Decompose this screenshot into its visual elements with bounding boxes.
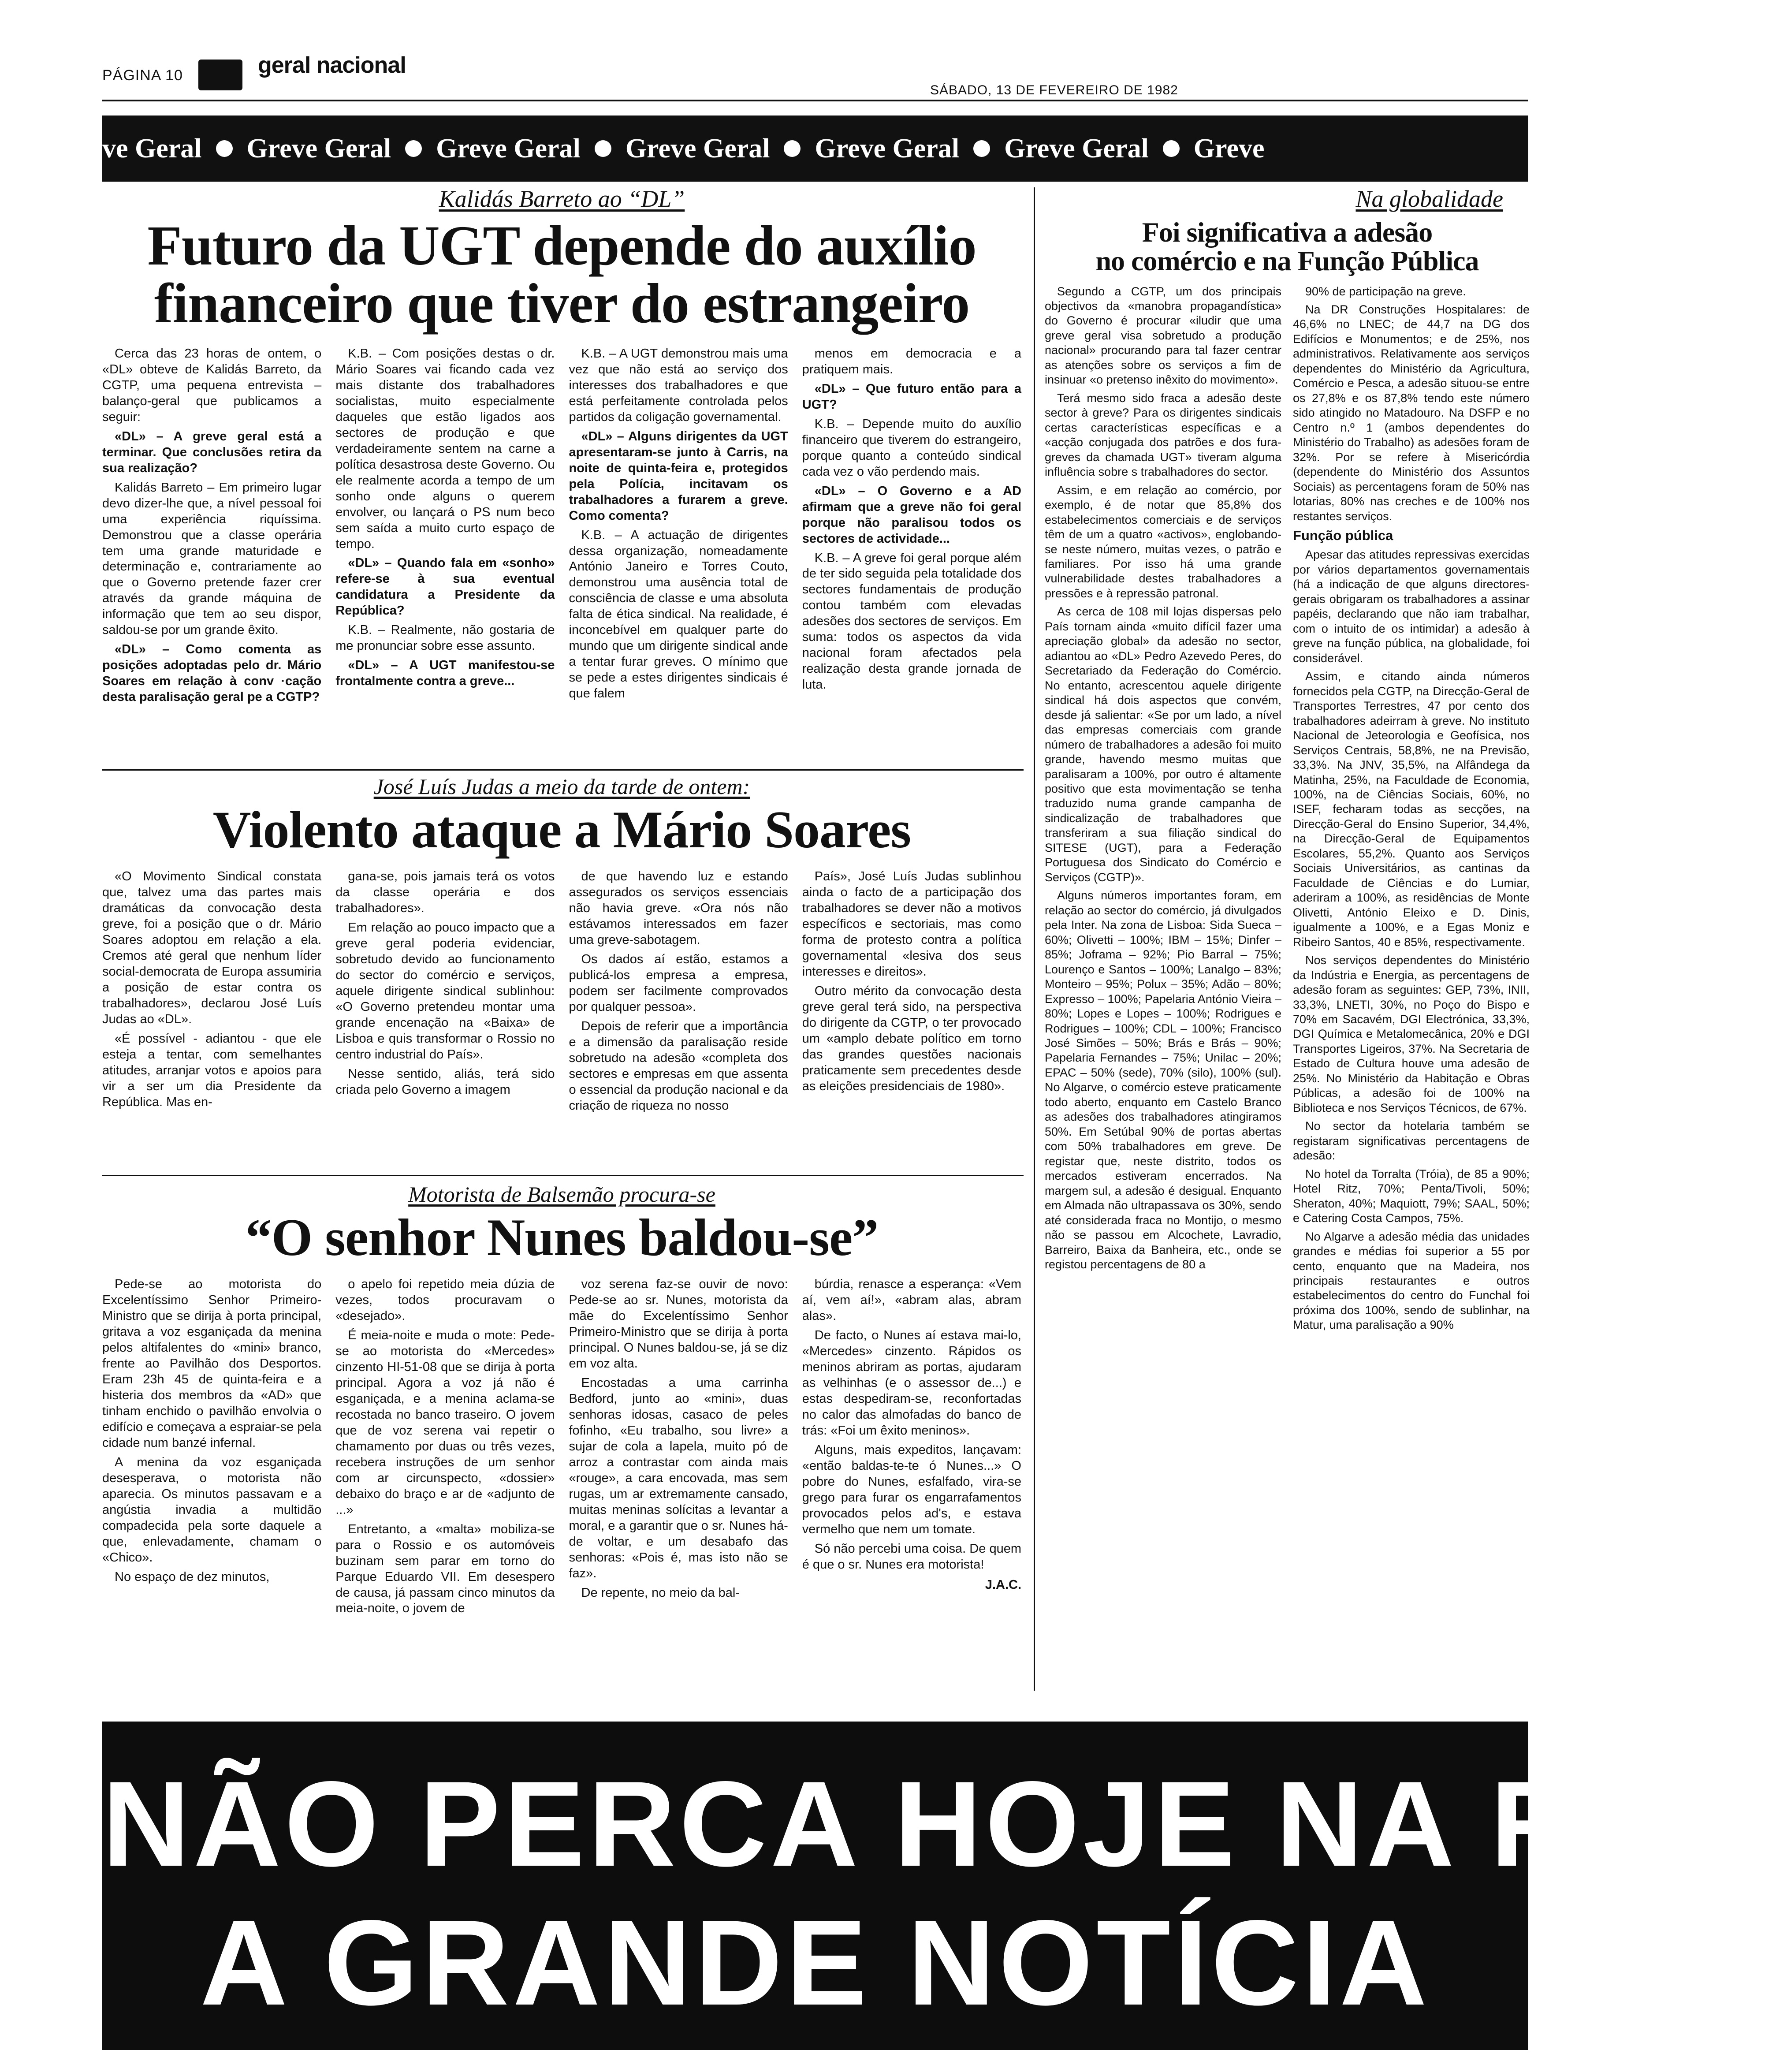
paragraph: País», José Luís Judas sublinhou ainda o facto de a participação dos trabalhadores se dever não a motivos específicos e sectoriais, mas como forma de protesto contra a política governamental «lesiva dos seus interesses e direitos». <box>802 869 1021 979</box>
headline-line: no comércio e na Função Pública <box>1095 245 1479 277</box>
banner-item: Greve Geral <box>436 133 581 164</box>
paragraph: «É possível - adiantou - que ele esteja a tentar, com semelhantes atitudes, arranjar votos e apoios para vir a ser um dia Presidente da República. Mas en- <box>102 1031 322 1109</box>
paragraph: No espaço de dez minutos, <box>115 1569 270 1584</box>
interview-question: «DL» – O Governo e a AD afirmam que a greve não foi geral porque não paralisou todos os sectores de actividade... <box>802 484 1021 546</box>
paragraph: Alguns números importantes foram, em relação ao sector do comércio, já divulgados pela Inter. Na zona de Lisboa: Sida Sueca – 60%; Olivetti – 100%; IBM – 15%; Dinfer – 85%; Joframa – 92%; Pio Barral – 75%; Lourenço e Santos – 100%; Lanalgo – 83%; Monteiro – 95%; Polux – 35%; Adão – 80%; Expresso – 100%; Papelaria António Vieira – 80%; Lopes e Lopes – 100%; Rodrigues e Rodrigues – 100%; CDL – 100%; Francisco José Simões – 50%; Brás e Brás – 90%; Papelaria Fernandes – 75%; Unilac – 20%; EPAC – 50% (sede), 70% (silo), 100% (sul). No Algarve, o comércio esteve praticamente todo aberto, enquanto em Castelo Branco as adesões dos trabalhadores atingiramos 50%. Em Setúbal 90% de portas abertas com 50% trabalhadores em greve. De registar que, neste distrito, todos os mercados estiveram encerrados. Na margem sul, a adesão é desigual. Enquanto em Almada não ultrapassava os 30%, sendo até considerada fraca no Montijo, o mesmo não se passou em Alcochete, Lavradio, Barreiro, Baixa da Banheira, etc., onde se registou percentagens de 80 a <box>1045 889 1281 1271</box>
newspaper-logo-icon <box>198 60 242 90</box>
paragraph: Cerca das 23 horas de ontem, o «DL» obteve de Kalidás Barreto, da CGTP, uma pequena entrevista – balanço-geral que publicamos a seguir: <box>102 347 322 424</box>
article-kicker: Na globalidade <box>1355 186 1503 212</box>
bullet-icon <box>405 140 422 157</box>
text-column <box>1045 284 1281 1717</box>
banner-item: ve Geral <box>102 133 202 164</box>
paragraph: búrdia, renasce a esperança: «Vem aí, vem aí!», «abram alas, abram alas». <box>802 1277 1021 1323</box>
interview-question: «DL» – Quando fala em «sonho» refere-se à sua eventual candidatura a Presidente da República? <box>335 556 555 618</box>
article-kicker: José Luís Judas a meio da tarde de ontem: <box>373 774 750 799</box>
article-divider <box>102 1175 1024 1176</box>
text-column <box>102 869 321 1173</box>
paragraph: «O Movimento Sindical constata que, talvez uma das partes mais dramáticas da convocação desta greve, foi a posição que o dr. Mário Soares adoptou em relação a ela. Cremos até geral que nenhum líder social-democrata de Europa assumiria a posição de estar contra os trabalhadores», declarou José Luís Judas ao «DL». <box>102 869 322 1026</box>
interview-question: «DL» – A UGT manifestou-se frontalmente contra a greve... <box>335 658 555 689</box>
paragraph: voz serena faz-se ouvir de novo: Pede-se ao sr. Nunes, motorista da mãe do Excelentíssimo Senhor Primeiro-Ministro que se dirija à porta principal. O Nunes baldou-se, já se diz em voz alta. <box>569 1277 788 1371</box>
paragraph: o apelo foi repetido meia dúzia de vezes, todos procuravam o «desejado». <box>335 1277 555 1323</box>
headline-line: financeiro que tiver do estrangeiro <box>154 272 970 335</box>
paragraph: No hotel da Torralta (Tróia), de 85 a 90%; Hotel Ritz, 70%; Penta/Tivoli, 50%; Sheraton, 40%; Maquiott, 79%; SAAL, 50%; e Catering Costa Campos, 75%. <box>1293 1167 1530 1225</box>
paragraph: Encostadas a uma carrinha Bedford, junto ao «mini», duas senhoras idosas, casaco de peles fofinho, «Eu trabalho, sou livre» a sujar de cola a lapela, muito pó de arroz a contrastar com ainda mais «rouge», a cara encovada, mas sem rugas, um ar extremamente cansado, muitas meninas solícitas a levantar a moral, e a garantir que o sr. Nunes há-de voltar, e um desabafo das senhoras: «Pois é, mas isto não se faz». <box>569 1376 788 1580</box>
banner-item: Greve Geral <box>815 133 960 164</box>
greve-geral-banner <box>102 116 1528 182</box>
article-body <box>102 346 1021 721</box>
text-column <box>569 1277 788 1711</box>
paragraph: Alguns, mais expeditos, lançavam: «então baldas-te-te ó Nunes...» O pobre do Nunes, esfalfado, vira-se grego para furar os engarrafamentos provocados pelos ad's, e estava vermelho que nem um tomate. <box>802 1442 1021 1536</box>
paragraph: K.B. – Com posições destas o dr. Mário Soares vai ficando cada vez mais distante dos trabalhadores socialistas, muito especialmente daqueles que estão ligados aos sectores de produção e que verdadeiramente sentem na carne a política desastrosa deste Governo. Ou ele realmente acorda a tempo de um sonho onde alguns o querem envolver, ou lançará o PS num beco sem saída a muito curto espaço de tempo. <box>335 347 555 551</box>
article-headline <box>1045 218 1530 276</box>
text-column-body <box>802 1277 1021 1573</box>
article-kicker: Kalidás Barreto ao “DL” <box>439 186 685 212</box>
paragraph: Só não percebi uma coisa. De quem é que o sr. Nunes era motorista! <box>802 1541 1021 1572</box>
issue-date: SÁBADO, 13 DE FEVEREIRO DE 1982 <box>930 83 1178 97</box>
text-column <box>569 346 788 721</box>
text-column <box>102 346 321 721</box>
banner-item: Greve Geral <box>246 133 391 164</box>
interview-question: «DL» – Alguns dirigentes da UGT apresentaram-se junto à Carris, na noite de quinta-feira e, protegidos pela Polícia, incitavam os trabalhadores a furarem a greve. Como comenta? <box>569 429 788 523</box>
paragraph: de que havendo luz e estando assegurados os serviços essenciais não havia greve. «Ora nós não estávamos interessados em fazer uma greve-sabotagem. <box>569 869 788 947</box>
headline-line: Futuro da UGT depende do auxílio <box>147 214 976 277</box>
paragraph: K.B. – Depende muito do auxílio financeiro que tiverem do estrangeiro, porque quanto a conteúdo sindical cada vez o vão perdendo mais. <box>802 417 1021 479</box>
text-column <box>569 869 788 1173</box>
paragraph: As cerca de 108 mil lojas dispersas pelo País tornam ainda «muito difícil fazer uma apreciação global» da adesão no sector, adiantou ao «DL» Pedro Azevedo Peres, do Secretariado da Federação do Comércio. No entanto, acrescentou aquele dirigente sindical há dois aspectos que convém, desde já salientar: «Se por um lado, a nível das empresas comerciais com grande número de trabalhadores a adesão foi muito grande, havendo mesmo muitas que paralisaram a 100%, por outro é altamente positivo que esta movimentação se tenha traduzido numa grande campanha de sindicalização de trabalhadores que transferiram a sua filiação sindical do SITESE (UGT), para a Federação Portuguesa dos Sindicato do Comércio e Serviços (CGTP)». <box>1045 605 1281 884</box>
paragraph: É meia-noite e muda o mote: Pede-se ao motorista do «Mercedes» cinzento HI-51-08 que se dirija à porta principal. Agora a voz já não é esganiçada, e a menina aclama-se recostada no banco traseiro. O jovem que de voz serena vai repetir o chamamento por duas ou três vezes, recebera instruções de um senhor com ar circunspecto, «dossier» debaixo do braço e ar de «adjunto de ...» <box>335 1328 555 1517</box>
interview-question: «DL» – Como comenta as posições adoptadas pelo dr. Mário Soares em relação à conv ·cação desta paralisação geral pe a CGTP? <box>102 642 322 704</box>
text-column <box>802 1277 1021 1711</box>
paragraph: K.B. – A actuação de dirigentes dessa organização, nomeadamente António Janeiro e Torres Couto, demonstrou uma ausência total de consciência de classe e uma absoluta falta de ética sindical. Na realidade, é inconcebível em qualquer parte do mundo que um dirigente sindical ande a tentar furar greves. O mínimo que se pede a estes dirigentes sindicais é que falem <box>569 528 788 701</box>
column-divider <box>1034 187 1035 1691</box>
banner-item: Greve Geral <box>1004 133 1149 164</box>
bullet-icon <box>973 140 990 157</box>
article-body <box>1045 284 1530 1717</box>
article-headline: Violento ataque a Mário Soares <box>212 800 911 859</box>
article-ugt <box>102 185 1021 721</box>
paragraph: Assim, e em relação ao comércio, por exemplo, é de notar que 85,8% dos estabelecimentos comerciais e de serviços têm de um a quatro «activos», englobando-se neste número, muitas vezes, o patrão e familiares. Por isso há uma grande vulnerabilidade destes trabalhadores a pressões e à repressão patronal. <box>1045 483 1281 600</box>
interview-question: «DL» – A greve geral está a terminar. Que conclusões retira da sua realização? <box>102 429 322 475</box>
header-rule <box>102 100 1528 101</box>
paragraph: De repente, no meio da bal- <box>581 1585 740 1600</box>
paragraph: No Algarve a adesão média das unidades grandes e médias foi superior a 55 por cento, enquanto que na Madeira, nos principais restaurantes e outros estabelecimentos do centro do Funchal foi próxima dos 100%, sendo de sublinhar, na Matur, uma paralisação a 90% <box>1293 1230 1530 1332</box>
article-motorista <box>102 1181 1021 1711</box>
bullet-icon <box>784 140 801 157</box>
bullet-icon <box>216 140 233 157</box>
author-signature: J.A.C. <box>985 1577 1021 1592</box>
paragraph: K.B. – A greve foi geral porque além de ter sido seguida pela totalidade dos sectores fundamentais de produção contou também com elevadas adesões dos sectores de serviços. Em suma: todos os aspectos da vida nacional foram afectados pela realização desta grande jornada de luta. <box>802 551 1021 692</box>
paragraph: Kalidás Barreto – Em primeiro lugar devo dizer-lhe que, a nível pessoal foi uma experiência riquíssima. Demonstrou que a classe operária tem uma grande maturidade e determinação e, contrariamente ao que o Governo pretende fazer crer através da grande máquina de informação que tem ao seu dispor, saldou-se por um grande êxito. <box>102 480 322 637</box>
paragraph: De facto, o Nunes aí estava mai-lo, «Mercedes» cinzento. Rápidos os meninos abriram as portas, ajudaram as velhinhas (e o assessor de...) e estas despediram-se, reconfortadas no calor das almofadas do banco de trás: «Foi um êxito meninos». <box>802 1328 1021 1438</box>
ad-line: NÃO PERCA HOJE NA RTP. <box>102 1756 1765 1892</box>
article-headline <box>102 214 1021 335</box>
text-column <box>102 1277 321 1711</box>
text-column <box>335 346 555 721</box>
paragraph: Segundo a CGTP, um dos principais objectivos da «manobra propagandística» do Governo é procurar «iludir que uma greve geral visa sobretudo a produção nacional» procurando para tal fazer centrar as atenções sobre os serviços a fim de insinuar «o pretenso inêxito do movimento». <box>1045 284 1281 387</box>
paragraph: Na DR Construções Hospitalares: de 46,6% no LNEC; de 44,7 na DG dos Edifícios e Monumentos; e de 25%, nos administrativos. Relativamente aos serviços dependentes do Ministério da Agricultura, Comércio e Pesca, a adesão situou-se entre os 27,8% e os 87,8% tendo este número sido atingido no Matadouro. Na DSFP e no Centro n.º 1 (ambos dependentes do Ministério do Trabalho) as adesões foram de 32%. Por se refere à Misericórdia (dependente do Ministério dos Assuntos Sociais) as percentagens foram de 50% nas lotarias, 80% nas creches e de 100% nos restantes serviços. <box>1293 303 1530 523</box>
subheading: Função pública <box>1293 528 1393 544</box>
headline-line: Foi significativa a adesão <box>1142 216 1433 248</box>
page-number: PÁGINA 10 <box>102 67 183 84</box>
rtp-advertisement <box>102 1722 1765 2050</box>
paragraph: Depois de referir que a importância e a dimensão da paralisação reside sobretudo na adesão «completa dos sectores e empresas em que assenta o essencial da produção nacional e da criação de riqueza no nosso <box>569 1019 788 1113</box>
article-judas <box>102 774 1021 1173</box>
paragraph: K.B. – Realmente, não gostaria de me pronunciar sobre esse assunto. <box>335 623 555 653</box>
article-body <box>102 1277 1021 1711</box>
paragraph: Nesse sentido, aliás, terá sido criada pelo Governo a imagem <box>335 1066 555 1097</box>
text-column <box>335 869 555 1173</box>
bullet-icon <box>595 140 611 157</box>
paragraph: No sector da hotelaria também se registaram significativas percentagens de adesão: <box>1293 1119 1530 1163</box>
paragraph: Pede-se ao motorista do Excelentíssimo Senhor Primeiro-Ministro que se dirija à porta principal, gritava a voz esganiçada da menina pelos altifalentes do «mini» branco, frente ao Pavilhão dos Desportos. Eram 23h 45 de quinta-feira e a histeria dos membros da «AD» que tinham enchido o pavilhão envolvia o edifício e começava a espraiar-se pela cidade num banzé infernal. <box>102 1277 322 1450</box>
article-body <box>102 869 1021 1173</box>
text-column <box>802 869 1021 1173</box>
paragraph: K.B. – A UGT demonstrou mais uma vez que não está ao serviço dos interesses dos trabalhadores e que está perfeitamente controlada pelos partidos da coligação governamental. <box>569 347 788 424</box>
article-divider <box>102 769 1024 771</box>
paragraph: gana-se, pois jamais terá os votos da classe operária e dos trabalhadores». <box>335 869 555 916</box>
paragraph: Assim, e citando ainda números fornecidos pela CGTP, na Direcção-Geral de Transportes Terrestres, 47 por cento dos trabalhadores adeirram à greve. No instituto Nacional de Jeteorologia e Geofísica, nos Serviços Centrais, 58,8%, ne na Previsão, 33,3%. Na JNV, 35,5%, na Alfândega da Matinha, 25%, na Faculdade de Economia, 100%, na de Ciências Sociais, 60%, no ISEF, fecharam todas as secções, na Direcção-Geral do Ensino Superior, 34,4%, na Direcção-Geral de Equipamentos Escolares, 55,2%. Quanto aos Serviços Sociais Universitários, as cantinas da Faculdade de Ciências e do Lumiar, aderiram a 100%, as residências de Monte Olivetti, António Eleixo e D. Dinis, igualmente a 100%, e a Egas Moniz e Ribeiro Santos, 40 e 85%, respectivamente. <box>1293 670 1530 949</box>
text-column <box>802 346 1021 721</box>
ad-line: A GRANDE NOTÍCIA <box>200 1895 1431 2031</box>
paragraph: Entretanto, a «malta» mobiliza-se para o Rossio e os automóveis buzinam sem parar em torno do Parque Eduardo VII. Em desespero de causa, já passam cinco minutos da meia-noite, o jovem de <box>335 1522 555 1616</box>
section-title: geral nacional <box>258 52 406 78</box>
banner-item: Greve Geral <box>625 133 770 164</box>
interview-question: «DL» – Que futuro então para a UGT? <box>802 382 1021 412</box>
paragraph: Em relação ao pouco impacto que a greve geral poderia evidenciar, sobretudo devido ao funcionamento do sector do comércio e serviços, aquele dirigente sindical sublinhou: «O Governo pretendeu montar uma grande encenação na «Baixa» de Lisboa e quis transformar o Rossio no centro industrial do País». <box>335 920 555 1062</box>
text-column <box>1293 284 1530 1717</box>
paragraph: menos em democracia e a pratiquem mais. <box>802 347 1021 377</box>
article-globalidade <box>1045 185 1530 1717</box>
article-headline: “O senhor Nunes baldou-se” <box>245 1208 879 1267</box>
paragraph: Os dados aí estão, estamos a publicá-los empresa a empresa, podem ser facilmente comprovados por qualquer pessoa». <box>569 952 788 1014</box>
paragraph: Nos serviços dependentes do Ministério da Indústria e Energia, as percentagens de adesão foram as seguintes: GEP, 73%, INII, 33,3%, LNETI, 30%, no Poço do Bispo e 70% em Sacavém, DGI Electrónica, 33,3%, DGI Química e Metalomecânica, 20% e DGI Transportes Ligeiros, 37%. Na Secretaria de Estado de Cultura houve uma adesão de 25%. No Ministério da Habitação e Obras Públicas, a adesão foi de 100% na Biblioteca e nos Serviços Técnicos, de 67%. <box>1293 954 1530 1114</box>
text-column <box>335 1277 555 1711</box>
bullet-icon <box>1163 140 1180 157</box>
paragraph: A menina da voz esganiçada desesperava, o motorista não aparecia. Os minutos passavam e a angústia invadia a multidão compadecida pela sorte daquele a que, enlevadamente, chamam o «Chico». <box>102 1455 322 1565</box>
paragraph: Apesar das atitudes repressivas exercidas por vários departamentos governamentais (há a indicação de que alguns directores-gerais obrigaram os trabalhadores a assinar papéis, declarando que não iam trabalhar, com o intuito de os intimidar) a adesão à greve na função pública, na globalidade, foi considerável. <box>1293 548 1530 665</box>
paragraph: Terá mesmo sido fraca a adesão deste sector à greve? Para os dirigentes sindicais certas características específicas e a «acção conjugada dos patrões e dos fura-greves da chamada UGT» tiveram alguma influência sobre s trabalhadores do sector. <box>1045 391 1281 479</box>
paragraph: Outro mérito da convocação desta greve geral terá sido, na perspectiva do dirigente da CGTP, o ter provocado um «amplo debate político em torno das grandes questões nacionais praticamente sem precedentes desde as eleições presidenciais de 1980». <box>802 984 1021 1093</box>
paragraph: 90% de participação na greve. <box>1305 284 1466 298</box>
article-kicker: Motorista de Balsemão procura-se <box>408 1182 715 1207</box>
banner-item: Greve <box>1193 133 1265 164</box>
